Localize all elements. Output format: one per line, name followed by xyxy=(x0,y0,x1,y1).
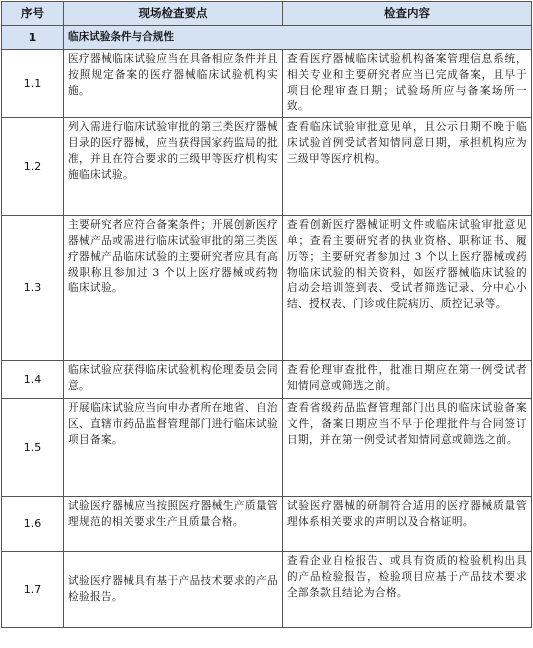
row-inspection-content: 查看创新医疗器械证明文件或临床试验审批意见单；查看主要研究者的执业资格、职称证书、履历等；主要研究者参加过 3 个以上医疗器械或药物临床试验的相关资料，如医疗器械临床试验的启动会培训签到表、受试者筛选记录、分中心小结、授权表、门诊或住院病历、质控记录等。 xyxy=(283,216,532,361)
row-inspection-point: 开展临床试验应当向申办者所在地省、自治区、直辖市药品监督管理部门进行临床试验项目备案。 xyxy=(64,399,283,497)
row-number: 1.3 xyxy=(2,216,64,361)
row-number: 1.6 xyxy=(2,497,64,552)
row-inspection-point: 列入需进行临床试验审批的第三类医疗器械目录的医疗器械，应当获得国家药监局的批准，并且在符合要求的三级甲等医疗机构实施临床试验。 xyxy=(64,118,283,216)
row-inspection-point: 试验医疗器械具有基于产品技术要求的产品检验报告。 xyxy=(64,552,283,628)
section-title: 临床试验条件与合规性 xyxy=(64,26,532,50)
row-inspection-content: 查看伦理审查批件，批准日期应在第一例受试者知情同意或筛选之前。 xyxy=(283,361,532,399)
row-inspection-content: 试验医疗器械的研制符合适用的医疗器械质量管理体系相关要求的声明以及合格证明。 xyxy=(283,497,532,552)
table-row xyxy=(2,50,532,118)
row-inspection-content: 查看省级药品监督管理部门出具的临床试验备案文件，备案日期应当不早于伦理批件与合同签订日期，并在第一例受试者知情同意或筛选之前。 xyxy=(283,399,532,497)
row-number: 1.7 xyxy=(2,552,64,628)
table-row xyxy=(2,399,532,497)
table-row xyxy=(2,361,532,399)
row-inspection-point: 临床试验应获得临床试验机构伦理委员会同意。 xyxy=(64,361,283,399)
table-row xyxy=(2,118,532,216)
row-inspection-content: 查看临床试验审批意见单，且公示日期不晚于临床试验首例受试者知情同意日期，承担机构应为三级甲等医疗机构。 xyxy=(283,118,532,216)
row-inspection-content: 查看医疗器械临床试验机构备案管理信息系统，相关专业和主要研究者应当已完成备案，且早于项目伦理审查日期；试验场所应与备案场所一致。 xyxy=(283,50,532,118)
row-number: 1.2 xyxy=(2,118,64,216)
row-inspection-content: 查看企业自检报告、或具有资质的检验机构出具的产品检验报告，检验项目应基于产品技术要求全部条款且结论为合格。 xyxy=(283,552,532,628)
table-row xyxy=(2,216,532,361)
row-number: 1.1 xyxy=(2,50,64,118)
table-row xyxy=(2,497,532,552)
inspection-table xyxy=(1,1,532,628)
section-number: 1 xyxy=(2,26,64,50)
header-inspection-content: 检查内容 xyxy=(283,2,532,26)
row-inspection-point: 试验医疗器械应当按照医疗器械生产质量管理规范的相关要求生产且质量合格。 xyxy=(64,497,283,552)
header-row xyxy=(2,2,532,26)
row-inspection-point: 主要研究者应符合备案条件；开展创新医疗器械产品或需进行临床试验审批的第三类医疗器械产品临床试验的主要研究者应具有高级职称且参加过 3 个以上医疗器械或药物临床试验。 xyxy=(64,216,283,361)
row-inspection-point: 医疗器械临床试验应当在具备相应条件并且按照规定备案的医疗器械临床试验机构实施。 xyxy=(64,50,283,118)
header-inspection-points: 现场检查要点 xyxy=(64,2,283,26)
header-serial-number: 序号 xyxy=(2,2,64,26)
table-row xyxy=(2,552,532,628)
row-number: 1.5 xyxy=(2,399,64,497)
section-row xyxy=(2,26,532,50)
row-number: 1.4 xyxy=(2,361,64,399)
